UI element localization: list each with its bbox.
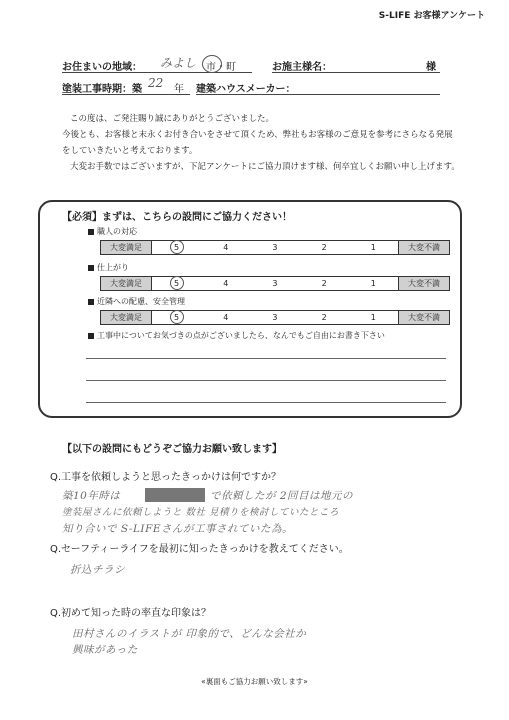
q1-answer-line-2: 塗装屋さんに依頼しようと 数社 見積りを検討していたところ (62, 507, 340, 518)
area-value: みよし (160, 56, 197, 70)
scale-left-label: 大変満足 (101, 277, 152, 290)
scale-option-2[interactable]: 2 (321, 313, 327, 322)
question-1: Q.工事を依頼しようと思ったきっかけは何ですか？ (50, 472, 282, 483)
scale-option-4[interactable]: 4 (223, 279, 229, 288)
scale-left-label: 大変満足 (101, 241, 152, 254)
intro-line-3: をしていきたいと考えております。 (62, 146, 198, 156)
comment-line-3[interactable] (86, 402, 446, 403)
scale-option-3[interactable]: 3 (272, 243, 278, 252)
question-2: Q.セーフティーライフを最初に知ったきっかけを教えてください。 (50, 544, 349, 555)
brand-header: S-LIFE お客様アンケート (378, 11, 485, 21)
intro-line-2: 今後とも、お客様と末永くお付き合いをさせて頂くため、弊社もお客様のご意見を参考にさらなる発展 (62, 130, 453, 140)
scale-option-3[interactable]: 3 (272, 313, 278, 322)
scale-option-1[interactable]: 1 (370, 313, 376, 322)
intro-line-4: 大変お手数ではございますが、下記アンケートにご協力頂けます様、何卒宜しくお願い申し上げます。 (70, 162, 460, 172)
comment-label: 工事中についてお気づきの点がございましたら、なんでもご自由にお書き下さい (88, 330, 385, 341)
comment-line-2[interactable] (86, 380, 446, 381)
scale-option-2[interactable]: 2 (321, 279, 327, 288)
scale-option-5[interactable]: 5 (167, 243, 187, 252)
owner-underline (272, 72, 440, 73)
intro-line-1: この度は、ご発注賜り誠にありがとうございました。 (70, 114, 275, 124)
q3-answer-line-2: 興味があった (72, 644, 138, 656)
optional-title: 【以下の設問にもどうぞご協力お願い致します】 (62, 444, 282, 455)
question-3: Q.初めて知った時の率直な印象は？ (50, 608, 212, 619)
scale-option-5[interactable]: 5 (167, 313, 187, 322)
q1-answer-line-1a: 築10年時は (62, 490, 121, 502)
owner-suffix: 様 (426, 62, 436, 73)
item-3-scale[interactable] (100, 310, 450, 325)
area-label: お住まいの地域： (62, 62, 142, 73)
item-2-label: 仕上がり (88, 262, 129, 273)
scale-right-label: 大変不満 (398, 241, 449, 254)
period-underline (62, 94, 190, 95)
area-circle (202, 55, 222, 73)
scale-option-4[interactable]: 4 (223, 313, 229, 322)
scale-option-1[interactable]: 1 (370, 279, 376, 288)
item-3-label: 近隣への配慮、安全管理 (88, 296, 185, 307)
scale-right-label: 大変不満 (398, 277, 449, 290)
maker-underline (196, 94, 440, 95)
scale-right-label: 大変不満 (398, 311, 449, 324)
scale-option-1[interactable]: 1 (370, 243, 376, 252)
scale-left-label: 大変満足 (101, 311, 152, 324)
required-title: 【必須】まずは、こちらの設問にご協力ください！ (62, 212, 292, 223)
item-1-scale[interactable] (100, 240, 450, 255)
redaction-block (145, 488, 205, 502)
maker-label: 建築ハウスメーカー： (196, 84, 296, 95)
item-2-scale[interactable] (100, 276, 450, 291)
scale-option-2[interactable]: 2 (321, 243, 327, 252)
footer-note: «裏面もご協力お願い致します» (201, 677, 308, 686)
q3-answer-line-1: 田村さんのイラストが 印象的で、どんな会社か (72, 628, 307, 640)
q1-answer-line-1b: で依頼したが 2回目は地元の (210, 490, 354, 502)
scale-option-4[interactable]: 4 (223, 243, 229, 252)
owner-label: お施主様名： (272, 62, 332, 73)
period-label: 塗装工事時期：築 (62, 84, 142, 95)
q1-answer-line-3: 知り合いで S-LIFEさんが工事されていた為。 (62, 523, 294, 535)
scale-option-5[interactable]: 5 (167, 279, 187, 288)
period-suffix: 年 (174, 84, 184, 95)
area-underline (62, 72, 252, 73)
item-1-label: 職人の対応 (88, 226, 137, 237)
period-value: 22 (148, 76, 164, 90)
scale-option-3[interactable]: 3 (272, 279, 278, 288)
comment-line-1[interactable] (86, 358, 446, 359)
q2-answer: 折込チラシ (70, 564, 125, 576)
area-suffix: 市・町 (206, 62, 236, 73)
